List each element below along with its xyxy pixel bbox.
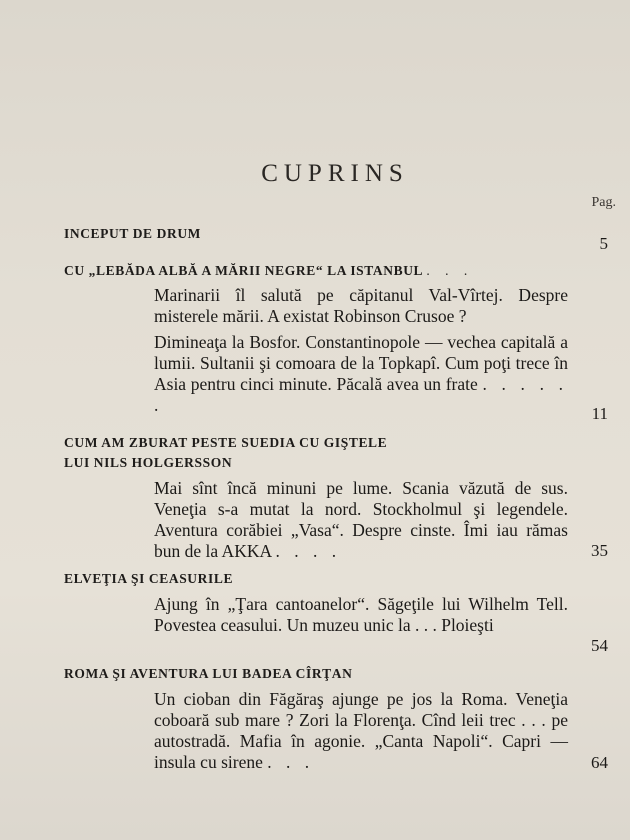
section-heading-line: CUM AM ZBURAT PESTE SUEDIA CU GIŞTELE: [64, 435, 388, 450]
leader-dots: . . .: [426, 263, 474, 278]
entry-paragraph: Marinarii îl salută pe căpitanul Val-Vîrtej. Despre misterele mării. A existat Robinson Crusoe ?: [154, 285, 568, 326]
section-heading-line: INCEPUT DE DRUM: [64, 226, 202, 241]
page-column-label: Pag.: [591, 195, 616, 210]
entry-paragraph: Ajung în „Ţara cantoanelor“. Săgeţile lui Wilhelm Tell. Povestea ceasului. Un muzeu unic la . . . Ploieşti: [154, 594, 568, 635]
section-heading-line: CU „LEBĂDA ALBĂ A MĂRII NEGRE“ LA ISTANBUL: [64, 263, 423, 278]
entry-text: Dimineaţa la Bosfor. Constantinopole — vechea capitală a lumii. Sultanii şi comoara de la Topkapî. Cum poţi trece în Asia pentru cinci minute. Păcală avea un frate: [154, 332, 568, 394]
section-entry-block: [154, 594, 568, 641]
page-number: 5: [599, 234, 608, 253]
entry-paragraph: [154, 689, 568, 773]
section-heading: [64, 571, 233, 587]
section-heading: [64, 226, 201, 242]
entry-text: Mai sînt încă minuni pe lume. Scania văzută de sus. Veneţia s-a mutat la nord. Stockholmul şi legendele. Aventura corăbiei „Vasa“. Despre cinste. Îmi iau rămas bun de la AKKA: [154, 478, 568, 561]
page-number: 11: [591, 404, 608, 423]
section-entry-block: [154, 285, 568, 421]
entry-paragraph: [154, 332, 568, 416]
section-heading: [64, 435, 387, 451]
page-title: CUPRINS: [261, 160, 409, 187]
leader-dots: . . .: [267, 752, 315, 772]
entry-paragraph: [154, 478, 568, 562]
page-number: 64: [591, 753, 608, 772]
section-heading: [64, 666, 352, 682]
section-entry-block: [154, 689, 568, 778]
section-heading-line: ELVEŢIA ŞI CEASURILE: [64, 571, 234, 586]
section-heading: [64, 455, 232, 471]
section-heading: [64, 263, 473, 279]
leader-dots: . . . . . .: [154, 374, 569, 415]
entry-text: Un cioban din Făgăraş ajunge pe jos la Roma. Veneţia coboară sub mare ? Zori la Florenţa. Cînd leii trec . . . pe autostradă. Mafia în agonie. „Canta Napoli“. Capri — insula cu sirene: [154, 689, 568, 772]
page-number: 35: [591, 541, 608, 560]
leader-dots: . . . .: [275, 541, 342, 561]
section-heading-line: ROMA ŞI AVENTURA LUI BADEA CÎRŢAN: [64, 666, 353, 681]
page-number: 54: [591, 636, 608, 655]
section-entry-block: [154, 478, 568, 567]
section-heading-line: LUI NILS HOLGERSSON: [64, 455, 233, 470]
